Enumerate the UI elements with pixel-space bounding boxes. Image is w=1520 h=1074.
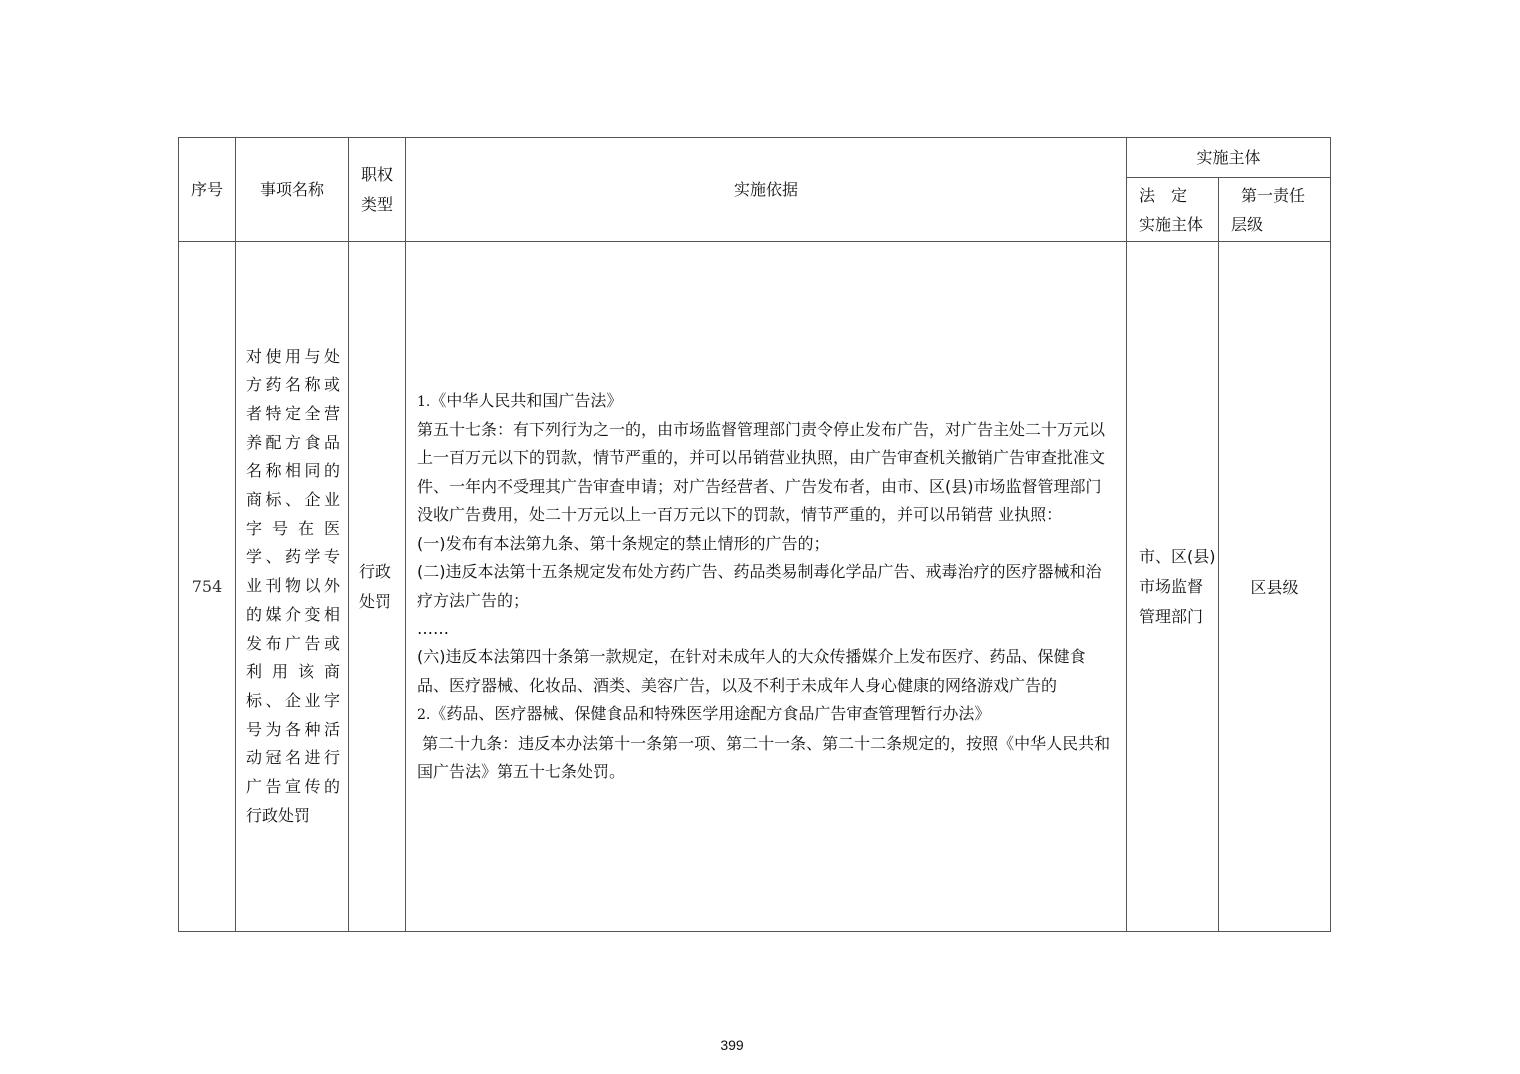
basis-article-29: 第二十九条：违反本办法第十一条第一项、第二十一条、第二十二条规定的，按照《中华人民共和国广告法》第五十七条处罚。 (417, 733, 1111, 781)
header-first-responsibility (1219, 178, 1331, 242)
basis-item-2: (二)违反本法第十五条规定发布处方药广告、药品类易制毒化学品广告、戒毒治疗的医疗器械和治疗方法广告的； (417, 562, 1102, 610)
basis-law1-title: 《中华人民共和国广告法》 (430, 390, 623, 410)
header-item-name: 事项名称 (236, 138, 349, 242)
header-first-resp-line1: 第一责任 (1241, 185, 1306, 205)
header-power-type-line2: 类型 (360, 194, 393, 214)
basis-item-6: (六)违反本法第四十条第一款规定，在针对未成年人的大众传播媒介上发布医疗、药品、保健食品、医疗器械、化妆品、酒类、美容广告，以及不利于未成年人身心健康的网络游戏广告的 (417, 647, 1086, 695)
row-power-type-line2: 处罚 (359, 591, 392, 611)
row-basis (406, 242, 1127, 932)
header-first-resp-line2: 层级 (1231, 214, 1264, 234)
basis-law1-number: 1. (417, 393, 431, 410)
header-seq: 序号 (179, 138, 236, 242)
row-power-type (349, 242, 406, 932)
row-legal-subject: 市、区(县)市场监督管理部门 (1127, 242, 1219, 932)
header-subject-group: 实施主体 (1127, 138, 1331, 178)
header-legal-subject-line2: 实施主体 (1139, 214, 1204, 234)
basis-law2-title: 《药品、医疗器械、保健食品和特殊医学用途配方食品广告审查管理暂行办法》 (430, 704, 991, 724)
header-row-1 (179, 138, 1331, 178)
row-first-resp-level: 区县级 (1219, 242, 1331, 932)
header-power-type (349, 138, 406, 242)
power-list-table (178, 137, 1331, 932)
basis-article-57: 第五十七条：有下列行为之一的，由市场监督管理部门责令停止发布广告，对广告主处二十万元以上一百万元以下的罚款，情节严重的，并可以吊销营业执照，由广告审查机关撤销广告审查批准文件、一年内不受理其广告审查申请；对广告经营者、广告发布者，由市、区(县)市场监督管理部门没收广告费用，处二十万元以上一百万元以下的罚款，情节严重的，并可以吊销营 业执照： (417, 420, 1106, 525)
basis-ellipsis: …… (417, 618, 449, 638)
basis-law1-title-line (417, 387, 1116, 416)
row-item-name: 对使用与处方药名称或者特定全营养配方食品名称相同的商标、企业字号在医学、药学专业刊物以外的媒介变相发布广告或利用该商标、企业字号为各种活动冠名进行广告宣传的行政处罚 (236, 242, 349, 932)
basis-law2-number: 2. (417, 707, 431, 724)
header-legal-subject (1127, 178, 1219, 242)
header-legal-subject-line1: 法 定 (1139, 185, 1188, 205)
page-number: 399 (720, 1037, 744, 1053)
header-basis: 实施依据 (406, 138, 1127, 242)
basis-item-1: (一)发布有本法第九条、第十条规定的禁止情形的广告的； (417, 533, 830, 553)
header-power-type-line1: 职权 (360, 164, 393, 184)
row-power-type-line1: 行政 (359, 561, 392, 581)
table-row (179, 242, 1331, 932)
row-seq: 754 (179, 242, 236, 932)
basis-law2-title-line (417, 700, 1116, 729)
